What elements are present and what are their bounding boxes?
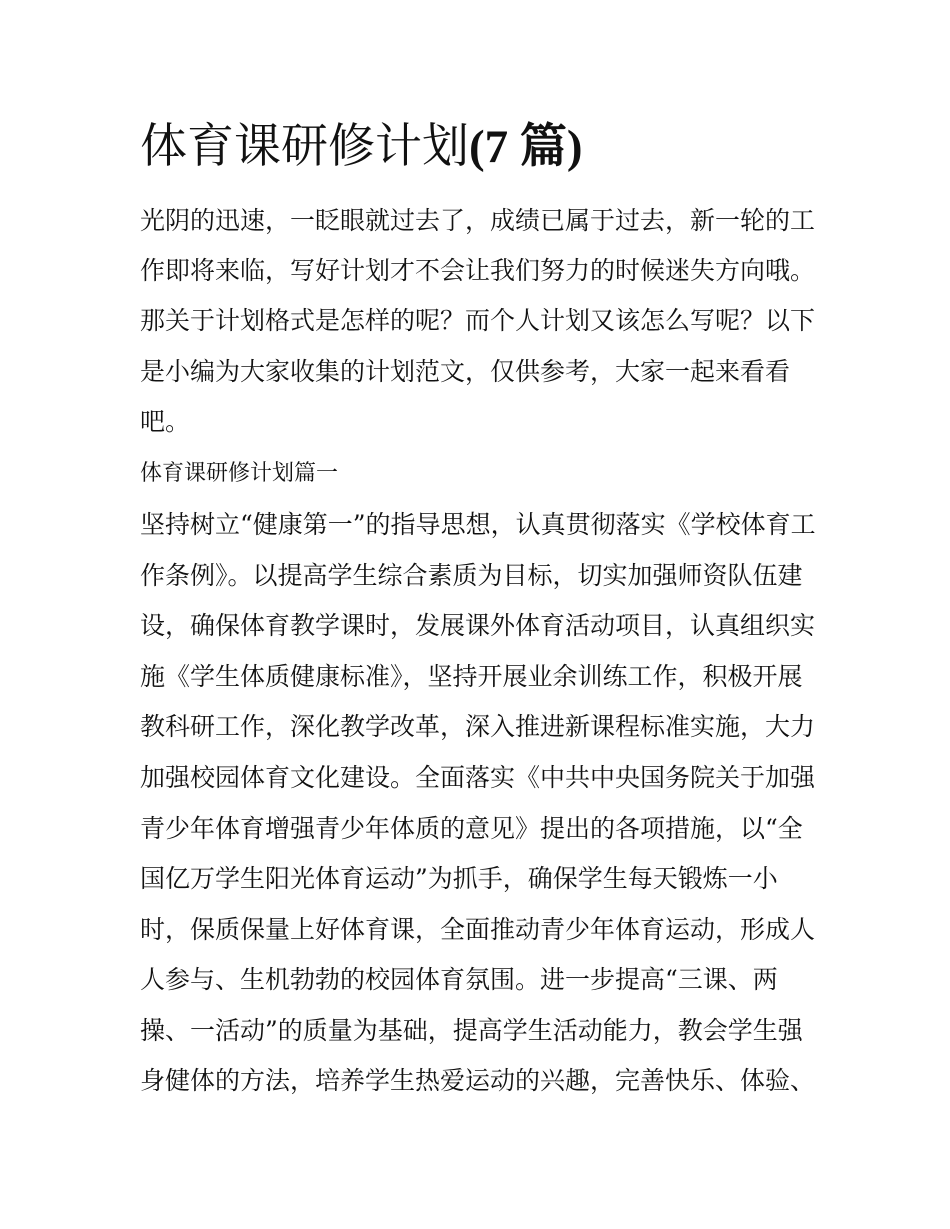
body-line: 操、一活动”的质量为基础，提高学生活动能力，教会学生强 (140, 1016, 803, 1045)
title-suffix: (7 篇) (469, 121, 583, 173)
intro-line: 那关于计划格式是怎样的呢？而个人计划又该怎么写呢？以下 (140, 306, 816, 335)
body-line: 设，确保体育教学课时，发展课外体育活动项目，认真组织实 (140, 611, 816, 640)
body-line: 人参与、生机勃勃的校园体育氛围。进一步提高“三课、两 (140, 965, 778, 994)
body-line: 时，保质保量上好体育课，全面推动青少年体育运动，形成人 (140, 915, 816, 944)
intro-line: 光阴的迅速，一眨眼就过去了，成绩已属于过去，新一轮的工 (140, 206, 816, 235)
body-line: 青少年体育增强青少年体质的意见》提出的各项措施，以“全 (140, 814, 803, 843)
intro-line: 作即将来临，写好计划才不会让我们努力的时候迷失方向哦。 (140, 256, 816, 285)
intro-line: 吧。 (140, 407, 191, 436)
intro-line: 是小编为大家收集的计划范文，仅供参考，大家一起来看看 (140, 357, 791, 386)
body-line: 加强校园体育文化建设。全面落实《中共中央国务院关于加强 (140, 763, 816, 792)
section-heading: 体育课研修计划篇一 (140, 461, 339, 486)
title-main: 体育课研修计划 (140, 119, 469, 174)
body-line: 坚持树立“健康第一”的指导思想，认真贯彻落实《学校体育工 (140, 510, 816, 539)
document-title (140, 112, 583, 182)
body-line: 作条例》。以提高学生综合素质为目标，切实加强师资队伍建 (140, 561, 803, 590)
body-line: 施《学生体质健康标准》，坚持开展业余训练工作，积极开展 (140, 662, 803, 691)
body-line: 身健体的方法，培养学生热爱运动的兴趣，完善快乐、体验、 (140, 1066, 816, 1095)
body-line: 国亿万学生阳光体育运动”为抓手，确保学生每天锻炼一小 (140, 864, 778, 893)
body-line: 教科研工作，深化教学改革，深入推进新课程标准实施，大力 (140, 712, 816, 741)
